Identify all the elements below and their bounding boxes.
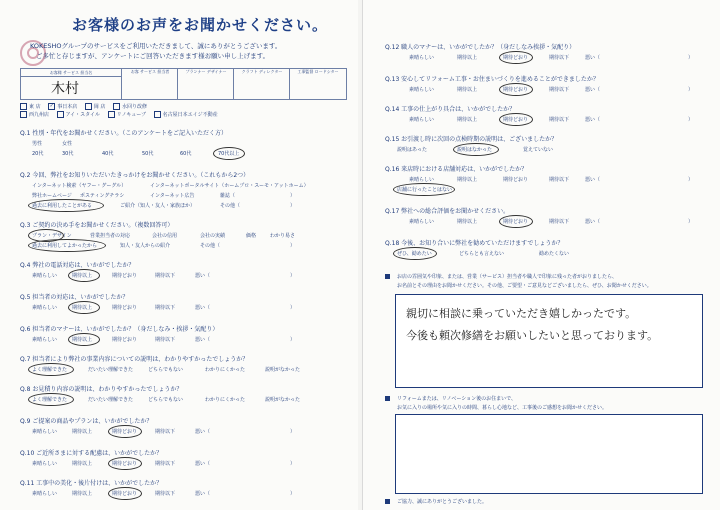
comment2-prompt-2: お気に入りの場所や気に入りの時間、暮らし心地など、工事後のご感想をお聞かせください。 [397, 405, 608, 411]
q16-opt-3[interactable]: 期待どおり [503, 177, 529, 183]
q1-selected-circle [213, 147, 245, 160]
comment2-prompt-1: リフォームまたは、リノベーション後のお住まいで、 [397, 396, 517, 402]
q18-selected-circle [393, 247, 437, 260]
q6-selected-circle [68, 333, 100, 346]
q18-opt-1[interactable]: ぜひ、勧めたい [397, 251, 432, 257]
q3-selected-circle-past [28, 239, 106, 252]
q12-opt-5[interactable]: 悪い（ [585, 55, 601, 61]
q3-opt-plan[interactable]: プラン・デザイン [32, 233, 72, 239]
q10-opt-5[interactable]: 悪い（ [195, 461, 211, 467]
q10-selected-circle [108, 457, 142, 470]
q2-opt-chirashi[interactable]: ポスティングチラシ [80, 193, 125, 199]
q1-age-40[interactable]: 40代 [102, 151, 114, 157]
q16-opt-1[interactable]: 素晴らしい [409, 177, 435, 183]
q16-opt-2[interactable]: 期待以上 [457, 177, 478, 183]
service-check-7: リノキューブ [108, 111, 146, 119]
q3-label: Q.3 ご契約の決め手をお聞かせください。（複数回答可） [20, 222, 174, 229]
q14-opt-close: ） [688, 117, 694, 123]
q15-opt-3[interactable]: 覚えていない [523, 147, 554, 153]
q3-opt-record[interactable]: 会社の実績 [200, 233, 226, 239]
q16-opt-4[interactable]: 期待以下 [549, 177, 570, 183]
q8-opt-1[interactable]: よく理解できた [32, 397, 68, 403]
q6-label: Q.6 担当者のマナーは、いかがでしたか？（身だしなみ・挨拶・気配り） [20, 326, 219, 333]
q11-opt-2[interactable]: 期待以上 [72, 491, 93, 497]
q2-opt-other[interactable]: その他（ [220, 203, 241, 209]
q4-opt-4[interactable]: 期待以下 [155, 273, 176, 279]
q1-age-70[interactable]: 70代以上 [218, 151, 240, 157]
q9-opt-1[interactable]: 素晴らしい [32, 429, 58, 435]
q4-opt-5[interactable]: 悪い（ [195, 273, 211, 279]
q7-opt-5[interactable]: 説明がなかった [265, 367, 301, 373]
q5-opt-5[interactable]: 悪い（ [195, 305, 211, 311]
q15-opt-1[interactable]: 説明はあった [397, 147, 427, 153]
comment1-line-2: 今後も頼次修繕をお願いしたいと思っております。 [406, 329, 659, 342]
page-title: お客様のお声をお聞かせください。 [72, 16, 329, 34]
q4-opt-1[interactable]: 素晴らしい [32, 273, 58, 279]
q9-label: Q.9 ご提案の商品やプランは、いかがでしたか？ [20, 418, 153, 425]
q4-opt-2[interactable]: 期待以上 [72, 273, 93, 279]
comment1-prompt-2: お名前とその理由をお聞かせください。その他、ご要望・ご意見などございましたら、ぜひ、お聞かせください。 [397, 283, 652, 289]
q8-opt-4[interactable]: わかりにくかった [205, 397, 246, 403]
q12-opt-2[interactable]: 期待以上 [457, 55, 478, 61]
q2-opt-search[interactable]: インターネット検索（ヤフー・グーグル） [32, 183, 127, 189]
q13-opt-2[interactable]: 期待以上 [457, 87, 478, 93]
customer-name-cell [21, 69, 121, 99]
q2-selected-circle [28, 199, 104, 212]
q14-selected-circle [499, 113, 533, 126]
q4-label: Q.4 弊社の電話対応は、いかがでしたか？ [20, 262, 135, 269]
q3-opt-trust[interactable]: 会社の信用 [152, 233, 178, 239]
stamp-header-1: お客 サービス 担当者 [130, 69, 170, 74]
intro-line-2: ご多忙と存じますが、アンケートにご回答いただきます様お願い申し上げます。 [36, 52, 270, 60]
q12-opt-4[interactable]: 期待以下 [549, 55, 570, 61]
q14-label: Q.14 工事の仕上がり具合は、いかがでしたか？ [385, 106, 516, 113]
q6-opt-close: ） [290, 337, 296, 343]
q15-opt-2[interactable]: 説明はなかった [457, 147, 493, 153]
q7-opt-2[interactable]: だいたい理解できた [88, 367, 134, 373]
q6-opt-5[interactable]: 悪い（ [195, 337, 211, 343]
q9-selected-circle [108, 425, 142, 438]
q9-opt-2[interactable]: 期待以上 [72, 429, 93, 435]
q1-age-60[interactable]: 60代 [180, 151, 192, 157]
q12-selected-circle [499, 51, 533, 64]
q10-opt-4[interactable]: 期待以下 [155, 461, 176, 467]
comment1-prompt-1: お店の雰囲気や印象、または、営業（サービス）担当者や職人で印象に残った者がおりましたら、 [397, 274, 618, 280]
q6-opt-4[interactable]: 期待以下 [155, 337, 176, 343]
q13-opt-5[interactable]: 悪い（ [585, 87, 601, 93]
service-check-1: 東 店 [20, 103, 41, 111]
q5-opt-2[interactable]: 期待以上 [72, 305, 93, 311]
intro-line-1: KOKESHOグループのサービスをご利用いただきまして、誠にありがとうございます。 [30, 42, 282, 50]
q7-label: Q.7 担当者により弊社の事業内容についての説明は、わかりやすかったでしょうか？ [20, 356, 249, 363]
q14-opt-3[interactable]: 期待どおり [503, 117, 529, 123]
q5-opt-close: ） [290, 305, 296, 311]
q11-opt-close: ） [290, 491, 296, 497]
q2-opt-homepage[interactable]: 弊社ホームページ [32, 193, 72, 199]
q9-opt-4[interactable]: 期待以下 [155, 429, 176, 435]
q11-opt-3[interactable]: 期待どおり [112, 491, 138, 497]
q6-opt-3[interactable]: 期待どおり [112, 337, 138, 343]
q15-selected-circle [453, 143, 499, 156]
q14-opt-4[interactable]: 期待以下 [549, 117, 570, 123]
q1-age-50[interactable]: 50代 [142, 151, 154, 157]
q14-opt-2[interactable]: 期待以上 [457, 117, 478, 123]
q11-opt-1[interactable]: 素晴らしい [32, 491, 58, 497]
q8-opt-5[interactable]: 説明がなかった [265, 397, 301, 403]
service-checklist [20, 103, 224, 119]
q1-label: Q.1 性別・年代をお聞かせください。（このアンケートをご記入いただく方） [20, 130, 227, 137]
q11-opt-5[interactable]: 悪い（ [195, 491, 211, 497]
q14-opt-5[interactable]: 悪い（ [585, 117, 601, 123]
q3-opt-past[interactable]: 過去に利用してよかったから [32, 243, 98, 249]
q10-opt-close: ） [290, 461, 296, 467]
left-page [0, 0, 358, 510]
q3-opt-clarity[interactable]: わかり易さ [270, 233, 296, 239]
q13-selected-circle [499, 83, 533, 96]
q11-selected-circle [108, 487, 142, 500]
q8-opt-3[interactable]: どちらでもない [148, 397, 183, 403]
q16-opt-never[interactable]: 店舗に行ったことはない [397, 187, 453, 193]
service-check-5: 西九州店 [20, 111, 49, 119]
q13-opt-3[interactable]: 期待どおり [503, 87, 529, 93]
q12-opt-3[interactable]: 期待どおり [503, 55, 529, 61]
q18-label: Q.18 今後、お知り合いに弊社を勧めていただけますでしょうか？ [385, 240, 564, 247]
q12-opt-close: ） [688, 55, 694, 61]
q13-opt-close: ） [688, 87, 694, 93]
q18-opt-2[interactable]: どちらとも言えない [459, 251, 505, 257]
q17-selected-circle [499, 215, 533, 228]
q17-opt-1[interactable]: 素晴らしい [409, 219, 435, 225]
q10-opt-2[interactable]: 期待以上 [72, 461, 93, 467]
q7-selected-circle [28, 363, 74, 376]
q1-age-20[interactable]: 20代 [32, 151, 44, 157]
q7-opt-3[interactable]: どちらでもない [148, 367, 183, 373]
q11-opt-4[interactable]: 期待以下 [155, 491, 176, 497]
q9-opt-3[interactable]: 期待どおり [112, 429, 138, 435]
service-check-3: 岡 店 [85, 103, 106, 111]
q3-opt-other[interactable]: その他（ [200, 243, 221, 249]
q5-opt-4[interactable]: 期待以下 [155, 305, 176, 311]
q17-opt-4[interactable]: 期待以下 [549, 219, 570, 225]
comment1-textarea[interactable] [395, 294, 703, 388]
q16-opt-5[interactable]: 悪い（ [585, 177, 601, 183]
q7-opt-1[interactable]: よく理解できた [32, 367, 68, 373]
q5-selected-circle [68, 301, 100, 314]
q2-opt-magazine-close: ） [290, 193, 296, 199]
q18-opt-3[interactable]: 勧めたくない [539, 251, 570, 257]
q2-opt-ad[interactable]: インターネット広告 [150, 193, 195, 199]
q1-sex-male[interactable]: 男性 [32, 141, 43, 147]
q3-opt-sales[interactable]: 営業担当者の対応 [90, 233, 131, 239]
stamp-header-4: 工事監督 ロードシター [297, 69, 339, 74]
q13-opt-4[interactable]: 期待以下 [549, 87, 570, 93]
q6-opt-1[interactable]: 素晴らしい [32, 337, 58, 343]
stamp-header-2: プランナー デザイナー [185, 69, 227, 74]
right-page [362, 0, 720, 510]
q13-opt-1[interactable]: 素晴らしい [409, 87, 435, 93]
q16-label: Q.16 来店時における店舗対応は、いかがでしたか？ [385, 166, 528, 173]
q7-opt-4[interactable]: わかりにくかった [205, 367, 246, 373]
service-check-4: 水回り改修 [113, 103, 147, 111]
q2-opt-past[interactable]: 過去に利用したことがある [32, 203, 93, 209]
comment1-marker-icon [385, 274, 390, 279]
q8-opt-2[interactable]: だいたい理解できた [88, 397, 134, 403]
q1-age-30[interactable]: 30代 [62, 151, 74, 157]
q6-opt-2[interactable]: 期待以上 [72, 337, 93, 343]
footer-thanks: ご協力、誠にありがとうございました。 [397, 499, 488, 505]
q10-label: Q.10 ご近所さまに対する配慮は、いかがでしたか？ [20, 450, 163, 457]
q12-opt-1[interactable]: 素晴らしい [409, 55, 435, 61]
service-check-2: ✓ 事日本店 [49, 103, 78, 110]
q17-opt-2[interactable]: 期待以上 [457, 219, 478, 225]
q14-opt-1[interactable]: 素晴らしい [409, 117, 435, 123]
q2-opt-magazine[interactable]: 雑誌（ [220, 193, 236, 199]
q2-opt-portal[interactable]: インターネットポータルサイト（ホームプロ・スーモ・アットホーム） [150, 183, 309, 189]
q17-opt-5[interactable]: 悪い（ [585, 219, 601, 225]
q2-label: Q.2 今回、弊社をお知りいただいたきっかけをお聞かせください。（これもから2つ） [20, 172, 250, 179]
q9-opt-5[interactable]: 悪い（ [195, 429, 211, 435]
customer-name[interactable]: 木村 [51, 81, 79, 97]
q13-label: Q.13 安心してリフォーム工事・お住まいづくりを進めることができましたか？ [385, 76, 599, 83]
q16-opt-close: ） [688, 177, 694, 183]
q5-label: Q.5 担当者の対応は、いかがでしたか？ [20, 294, 129, 301]
q3-opt-price[interactable]: 価格 [246, 233, 257, 239]
q10-opt-1[interactable]: 素晴らしい [32, 461, 58, 467]
q15-label: Q.15 お引渡し時に次回の点検時期の説明は、ございましたか？ [385, 136, 558, 143]
q17-opt-close: ） [688, 219, 694, 225]
q9-opt-close: ） [290, 429, 296, 435]
service-check-6: アイ・スタイル [57, 111, 100, 119]
q17-label: Q.17 弊社への総合評価をお聞かせください。 [385, 208, 510, 215]
q4-selected-circle [68, 269, 100, 282]
q5-opt-1[interactable]: 素晴らしい [32, 305, 58, 311]
service-check-8: 名古屋日本エイジ不動産 [154, 111, 218, 119]
stamp-header-3: クラフト ディレクター [241, 69, 283, 74]
staff-stamp-table [20, 68, 347, 100]
q8-selected-circle [28, 393, 74, 406]
q4-opt-close: ） [290, 273, 296, 279]
comment2-textarea[interactable] [395, 414, 703, 494]
q1-sex-female[interactable]: 女性 [62, 141, 73, 147]
q2-opt-referral[interactable]: ご紹介（知人・友人・家族ほか） [120, 203, 196, 209]
q11-label: Q.11 工事中の美化・後片付けは、いかがでしたか？ [20, 480, 163, 487]
q10-opt-3[interactable]: 期待どおり [112, 461, 138, 467]
q17-opt-3[interactable]: 期待どおり [503, 219, 529, 225]
q2-opt-other-close: ） [290, 203, 296, 209]
q12-label: Q.12 職人のマナーは、いかがでしたか？（身だしなみ挨拶・気配り） [385, 44, 576, 51]
comment2-marker-icon [385, 396, 390, 401]
name-header: お客様 サービス 担当名 [21, 69, 121, 77]
footer-marker-icon [385, 499, 390, 504]
q8-label: Q.8 お見積り内容の説明は、わかりやすかったでしょうか？ [20, 386, 183, 393]
q16-selected-circle [393, 183, 455, 196]
q3-opt-other-close: ） [290, 243, 296, 249]
comment1-line-1: 親切に相談に乗っていただき嬉しかったです。 [406, 307, 637, 320]
q4-opt-3[interactable]: 期待どおり [112, 273, 138, 279]
q3-opt-referral[interactable]: 知人・友人からの紹介 [120, 243, 171, 249]
q5-opt-3[interactable]: 期待どおり [112, 305, 138, 311]
